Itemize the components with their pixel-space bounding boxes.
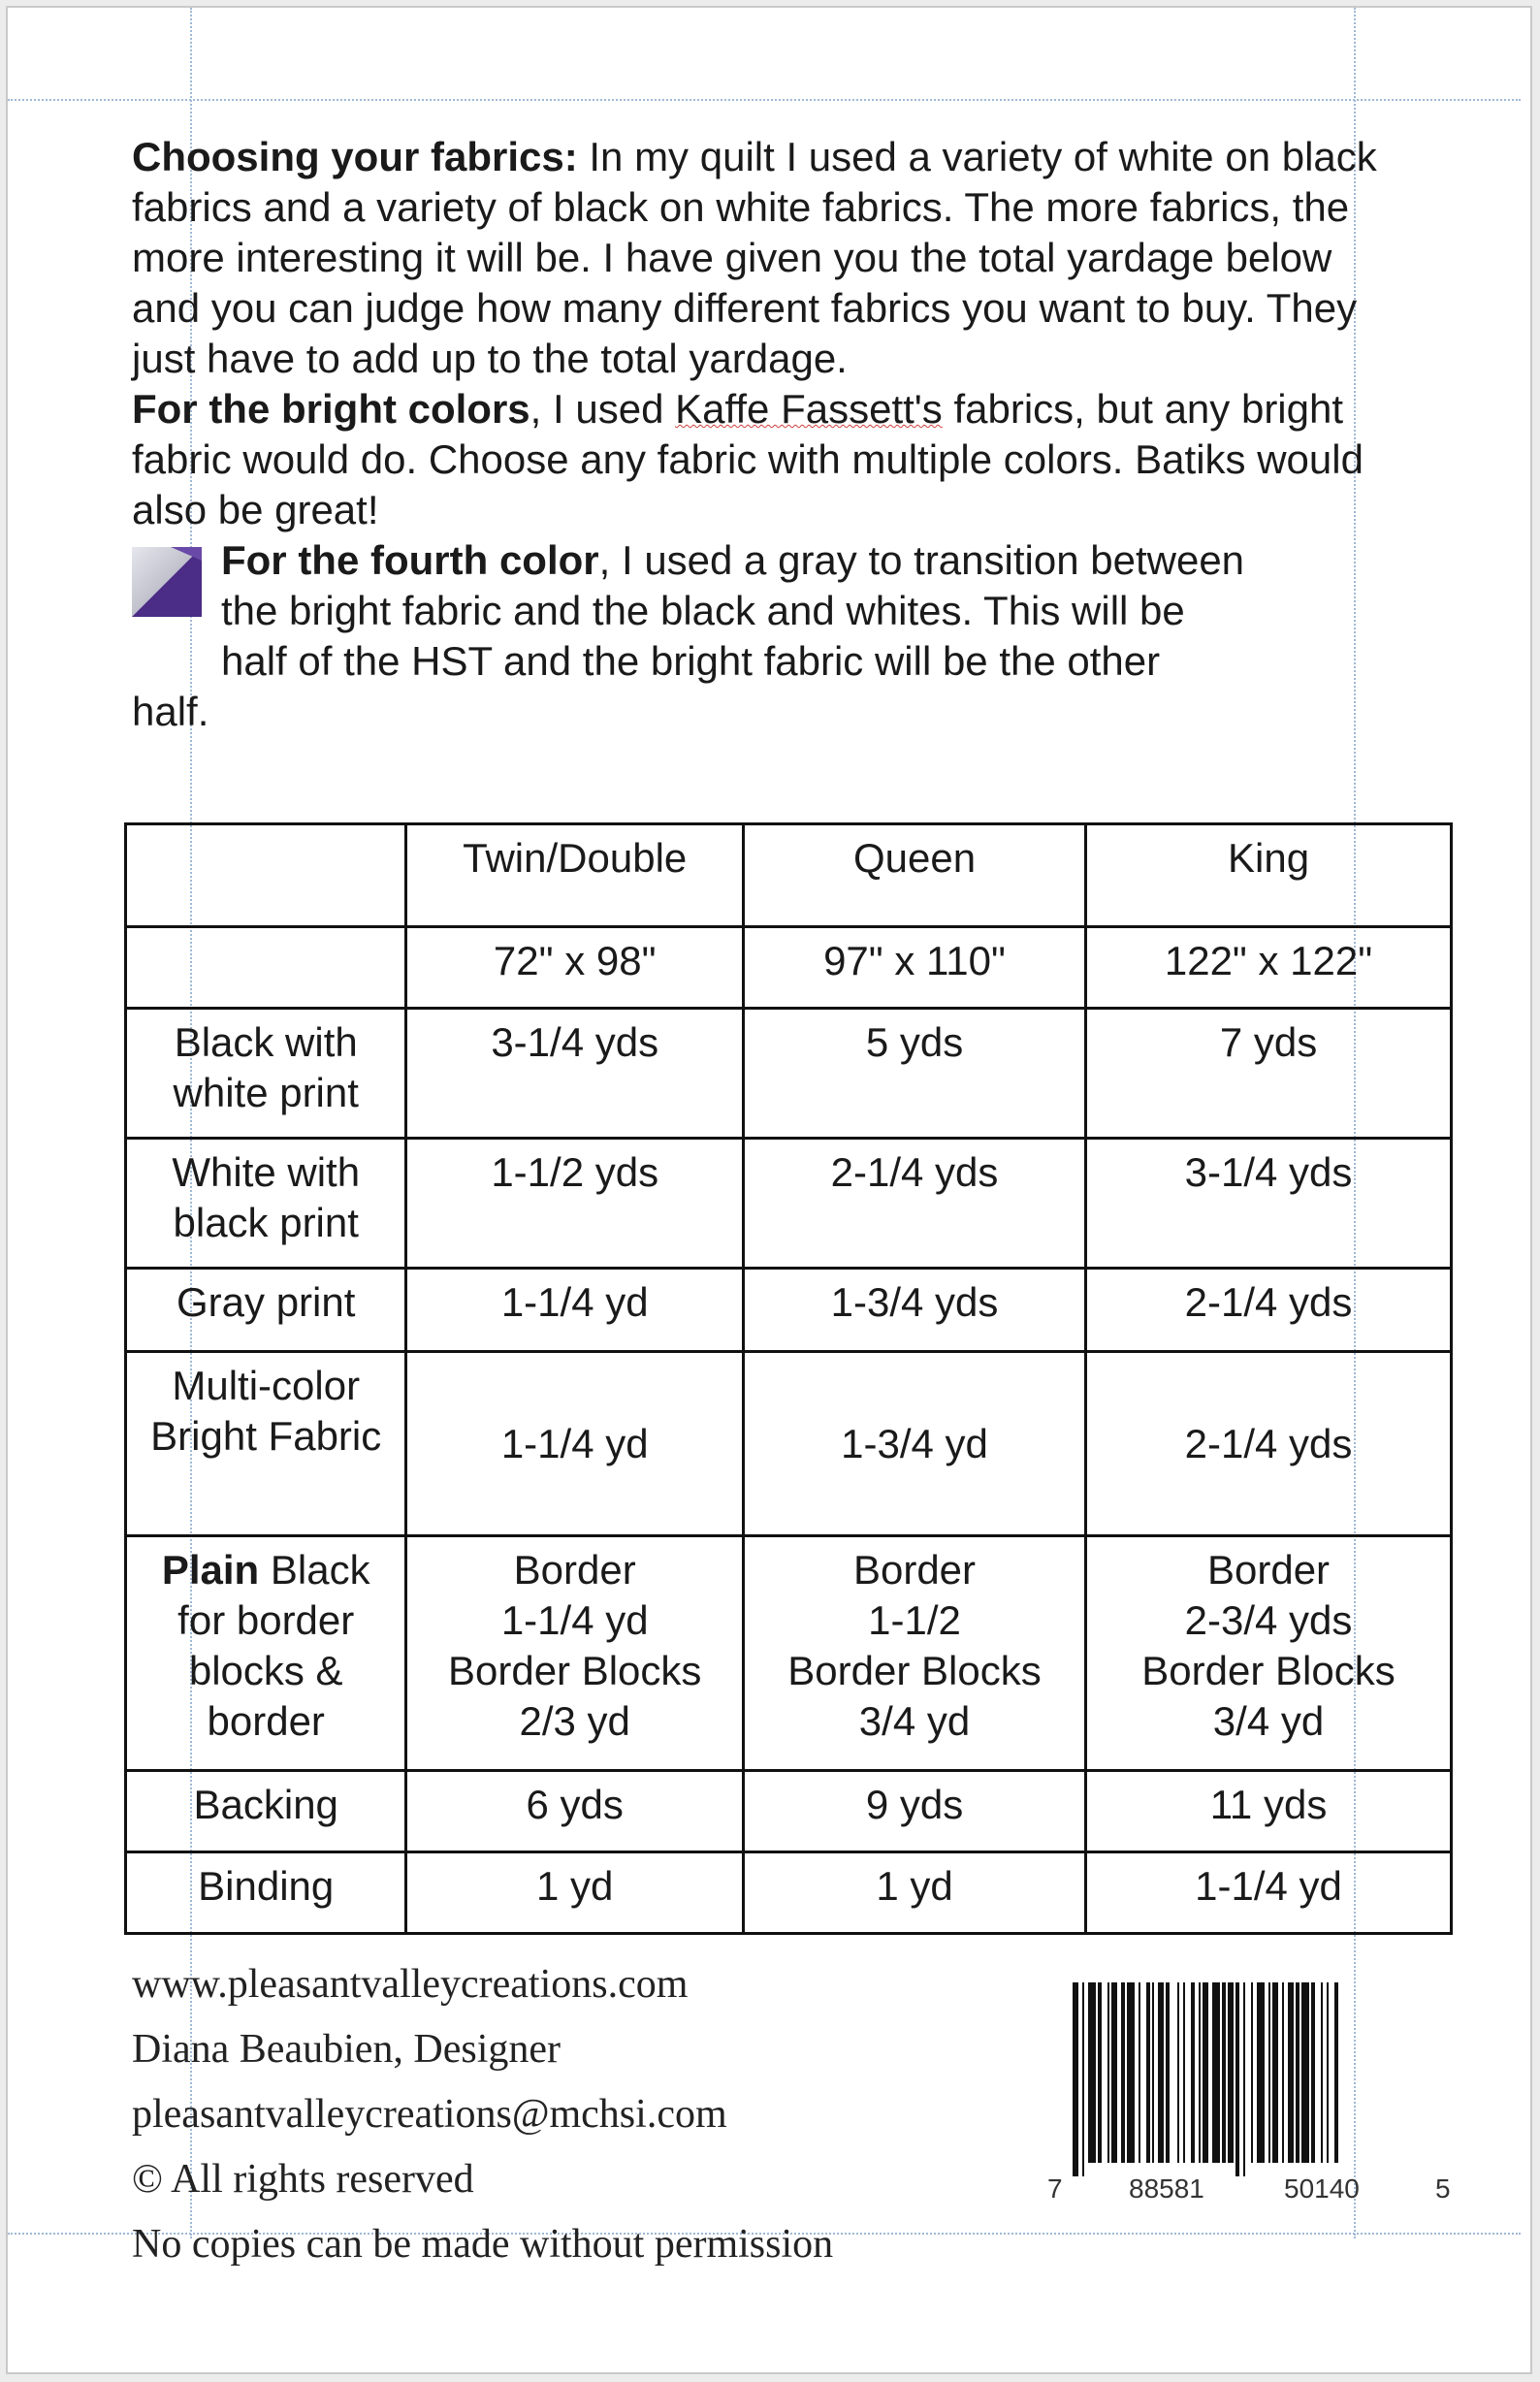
barcode-bar — [1098, 1982, 1102, 2163]
intro-paragraph-fabrics — [132, 132, 1393, 384]
table-cell: 1-1/4 yd — [1086, 1852, 1452, 1934]
barcode-bar — [1243, 1982, 1245, 2176]
intro-text — [132, 132, 1393, 737]
blocks-amount: 3/4 yd — [1212, 1698, 1325, 1744]
barcode-bar — [1177, 1982, 1179, 2163]
barcode-bars — [1043, 1982, 1462, 2176]
blocks-label: Border Blocks — [1141, 1648, 1396, 1693]
copyright-notice: © All rights reserved — [132, 2157, 474, 2202]
table-cell: 1 yd — [743, 1852, 1085, 1934]
document-page — [6, 6, 1532, 2374]
barcode-bar — [1082, 1982, 1084, 2176]
website-link[interactable]: www.pleasantvalleycreations.com — [132, 1962, 689, 2007]
barcode-digit-check: 5 — [1435, 2173, 1451, 2204]
bright-text-pre: , I used — [529, 386, 676, 432]
barcode-bar — [1158, 1982, 1164, 2163]
fourth-heading: For the fourth color — [221, 537, 599, 583]
row-label: Multi-color Bright Fabric — [126, 1352, 406, 1536]
email-link[interactable]: pleasantvalleycreations@mchsi.com — [132, 2092, 727, 2137]
table-cell: 1 yd — [406, 1852, 744, 1934]
barcode-bar — [1183, 1982, 1185, 2163]
table-row — [126, 1771, 1452, 1852]
table-cell: 1-1/2 yds — [406, 1139, 744, 1269]
barcode-bar — [1301, 1982, 1309, 2163]
barcode-bar — [1327, 1982, 1329, 2163]
barcode-bar — [1268, 1982, 1270, 2163]
table-cell — [1086, 1536, 1452, 1771]
barcode-bar — [1203, 1982, 1208, 2163]
footer-credits — [132, 1952, 833, 2277]
table-cell: 1-3/4 yd — [743, 1352, 1085, 1536]
barcode-bar — [1088, 1982, 1096, 2163]
intro-paragraph-fourth — [132, 535, 1393, 737]
barcode-bar — [1199, 1982, 1201, 2163]
barcode-bar — [1166, 1982, 1170, 2163]
table-row — [126, 1852, 1452, 1934]
hst-block-icon — [132, 547, 202, 617]
barcode-bar — [1121, 1982, 1125, 2163]
fourth-line-3: half of the HST and the bright fabric will be the other — [221, 638, 1161, 684]
blocks-label: Border Blocks — [447, 1648, 702, 1693]
barcode-digit-lead: 7 — [1047, 2173, 1063, 2204]
blocks-amount: 3/4 yd — [858, 1698, 971, 1744]
barcode-bar — [1139, 1982, 1140, 2163]
plain-label-rest: Black for border blocks & border — [177, 1547, 370, 1744]
table-row-plain-black — [126, 1536, 1452, 1771]
barcode-bar — [1107, 1982, 1109, 2163]
barcode-bar — [1251, 1982, 1253, 2163]
table-cell: 5 yds — [743, 1009, 1085, 1139]
barcode-bar — [1282, 1982, 1284, 2163]
table-cell: 1-1/4 yd — [406, 1269, 744, 1352]
border-amount: 1-1/2 — [868, 1597, 961, 1643]
barcode-bar — [1288, 1982, 1294, 2163]
table-cell — [743, 1536, 1085, 1771]
row-label: Gray print — [126, 1269, 406, 1352]
table-row — [126, 1139, 1452, 1269]
table-cell: 7 yds — [1086, 1009, 1452, 1139]
barcode-bar — [1191, 1982, 1195, 2163]
barcode-digits — [1043, 2173, 1462, 2212]
barcode-bar — [1222, 1982, 1226, 2163]
table-cell: 9 yds — [743, 1771, 1085, 1852]
barcode — [1043, 1982, 1462, 2215]
size-cell-queen: 97" x 110" — [743, 927, 1085, 1009]
table-cell: 11 yds — [1086, 1771, 1452, 1852]
table-size-row — [126, 927, 1452, 1009]
table-cell: 6 yds — [406, 1771, 744, 1852]
barcode-bar — [1111, 1982, 1117, 2163]
designer-credit: Diana Beaubien, Designer — [132, 2027, 561, 2072]
size-cell-twin: 72" x 98" — [406, 927, 744, 1009]
barcode-bar — [1272, 1982, 1278, 2163]
table-cell — [406, 1536, 744, 1771]
yardage-table — [124, 822, 1453, 1935]
fabrics-heading: Choosing your fabrics: — [132, 134, 578, 179]
table-cell: 1-1/4 yd — [406, 1352, 744, 1536]
plain-label-bold: Plain — [161, 1547, 260, 1593]
fabrics-text: In my quilt I used a variety of white on black fabrics and a variety of black on white fabrics. The more fabrics, the more interesting it will be. I have given you the total yardage below and you can judge how many different fabrics you want to buy. They just have to add up to the total yardage. — [132, 134, 1377, 381]
barcode-bar — [1127, 1982, 1135, 2163]
fourth-line-1: , I used a gray to transition between — [598, 537, 1245, 583]
brand-name: Kaffe Fassett's — [675, 386, 943, 432]
header-cell-twin: Twin/Double — [406, 824, 744, 927]
table-cell: 2-1/4 yds — [1086, 1352, 1452, 1536]
border-amount: 2-3/4 yds — [1184, 1597, 1353, 1643]
barcode-bar — [1212, 1982, 1220, 2163]
header-cell-blank — [126, 824, 406, 927]
border-label: Border — [852, 1547, 977, 1593]
table-cell: 3-1/4 yds — [1086, 1139, 1452, 1269]
table-cell: 2-1/4 yds — [1086, 1269, 1452, 1352]
barcode-bar — [1228, 1982, 1234, 2163]
margin-guide-top — [8, 99, 1521, 101]
size-cell-blank — [126, 927, 406, 1009]
blocks-label: Border Blocks — [787, 1648, 1042, 1693]
barcode-bar — [1235, 1982, 1239, 2176]
barcode-bar — [1334, 1982, 1338, 2163]
header-cell-king: King — [1086, 824, 1452, 927]
blocks-amount: 2/3 yd — [519, 1698, 630, 1744]
table-row — [126, 1269, 1452, 1352]
table-row — [126, 1009, 1452, 1139]
row-label: Binding — [126, 1852, 406, 1934]
row-label: Backing — [126, 1771, 406, 1852]
barcode-bar — [1257, 1982, 1265, 2163]
fourth-line-4: half. — [132, 689, 209, 734]
bright-heading: For the bright colors — [132, 386, 530, 432]
barcode-bar — [1311, 1982, 1315, 2163]
border-amount: 1-1/4 yd — [500, 1597, 649, 1643]
barcode-digit-group-2: 50140 — [1284, 2173, 1360, 2204]
row-label: Black with white print — [126, 1009, 406, 1139]
fourth-line-2: the bright fabric and the black and whites. This will be — [221, 588, 1185, 633]
table-header-row — [126, 824, 1452, 927]
border-label: Border — [1206, 1547, 1331, 1593]
table-cell: 3-1/4 yds — [406, 1009, 744, 1139]
barcode-bar — [1073, 1982, 1078, 2176]
table-row — [126, 1352, 1452, 1536]
table-cell: 1-3/4 yds — [743, 1269, 1085, 1352]
barcode-bar — [1146, 1982, 1150, 2163]
header-cell-queen: Queen — [743, 824, 1085, 927]
size-cell-king: 122" x 122" — [1086, 927, 1452, 1009]
intro-paragraph-bright — [132, 384, 1393, 535]
copy-restriction: No copies can be made without permission — [132, 2222, 834, 2267]
barcode-bar — [1296, 1982, 1299, 2163]
row-label: White with black print — [126, 1139, 406, 1269]
border-label: Border — [513, 1547, 636, 1593]
barcode-bar — [1152, 1982, 1154, 2163]
barcode-digit-group-1: 88581 — [1129, 2173, 1204, 2204]
table-cell: 2-1/4 yds — [743, 1139, 1085, 1269]
barcode-bar — [1321, 1982, 1323, 2163]
bright-text-post: fabrics, but any bright fabric would do. Choose any fabric with multiple colors. Batiks would also be great! — [132, 386, 1364, 532]
row-label — [126, 1536, 406, 1771]
